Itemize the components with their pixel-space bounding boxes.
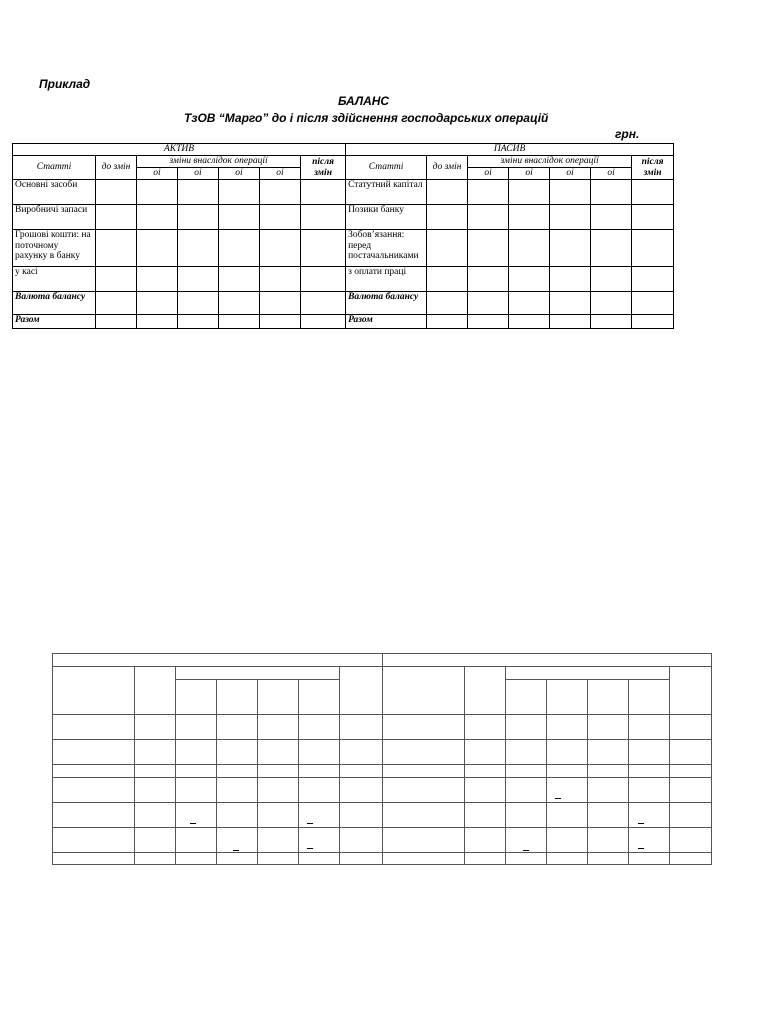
passive-row-label: Зобов’язання: перед постачальниками xyxy=(346,230,427,267)
active-row-label: Виробничі запаси xyxy=(13,205,96,230)
table-row xyxy=(53,740,712,765)
table-row xyxy=(13,205,674,230)
table-row xyxy=(53,778,712,803)
active-row-label: у касі xyxy=(13,267,96,292)
currency-label: грн. xyxy=(615,127,640,141)
passive-op-header: оі xyxy=(509,168,550,180)
active-op-header: оі xyxy=(178,168,219,180)
passive-row-label: Позики банку xyxy=(346,205,427,230)
active-changes-header: зміни внаслідок операції xyxy=(137,156,301,168)
dash-mark xyxy=(307,823,313,824)
active-header: АКТИВ xyxy=(13,144,346,156)
table-row xyxy=(13,292,674,315)
passive-row-label: з оплати праці xyxy=(346,267,427,292)
table-row xyxy=(53,828,712,853)
passive-before-header: до змін xyxy=(427,156,468,180)
active-before-header: до змін xyxy=(96,156,137,180)
table-row xyxy=(53,715,712,740)
dash-mark xyxy=(523,850,529,851)
passive-items-header: Статті xyxy=(346,156,427,180)
passive-op-header: оі xyxy=(591,168,632,180)
passive-op-header: оі xyxy=(468,168,509,180)
active-op-header: оі xyxy=(137,168,178,180)
table-row xyxy=(13,267,674,292)
passive-after-header: після змін xyxy=(632,156,674,180)
dash-mark xyxy=(233,850,239,851)
passive-changes-header: зміни внаслідок операції xyxy=(468,156,632,168)
passive-row-label: Статутний капітал xyxy=(346,180,427,205)
passive-header: ПАСИВ xyxy=(346,144,674,156)
table-row xyxy=(53,853,712,865)
table-row xyxy=(13,315,674,329)
active-row-label: Грошові кошти: на поточному рахунку в банку xyxy=(13,230,96,267)
passive-op-header: оі xyxy=(550,168,591,180)
passive-row-label: Разом xyxy=(346,315,427,329)
document-subtitle: ТзОВ “Марго” до і після здійснення господарських операцій xyxy=(184,111,549,125)
table-row xyxy=(53,765,712,778)
example-label: Приклад xyxy=(39,77,91,91)
balance-table xyxy=(12,143,674,329)
dash-mark xyxy=(307,848,313,849)
active-op-header: оі xyxy=(219,168,260,180)
active-row-label: Валюта балансу xyxy=(13,292,96,315)
blank-balance-table xyxy=(52,653,712,865)
table-row xyxy=(13,180,674,205)
document-title: БАЛАНС xyxy=(338,94,390,108)
active-row-label: Разом xyxy=(13,315,96,329)
table-row xyxy=(13,230,674,267)
table-row xyxy=(53,803,712,828)
dash-mark xyxy=(638,848,644,849)
active-op-header: оі xyxy=(260,168,301,180)
dash-mark xyxy=(555,798,561,799)
dash-mark xyxy=(638,823,644,824)
active-row-label: Основні засоби xyxy=(13,180,96,205)
active-items-header: Статті xyxy=(13,156,96,180)
active-after-header: після змін xyxy=(301,156,346,180)
dash-mark xyxy=(190,823,196,824)
passive-row-label: Валюта балансу xyxy=(346,292,427,315)
